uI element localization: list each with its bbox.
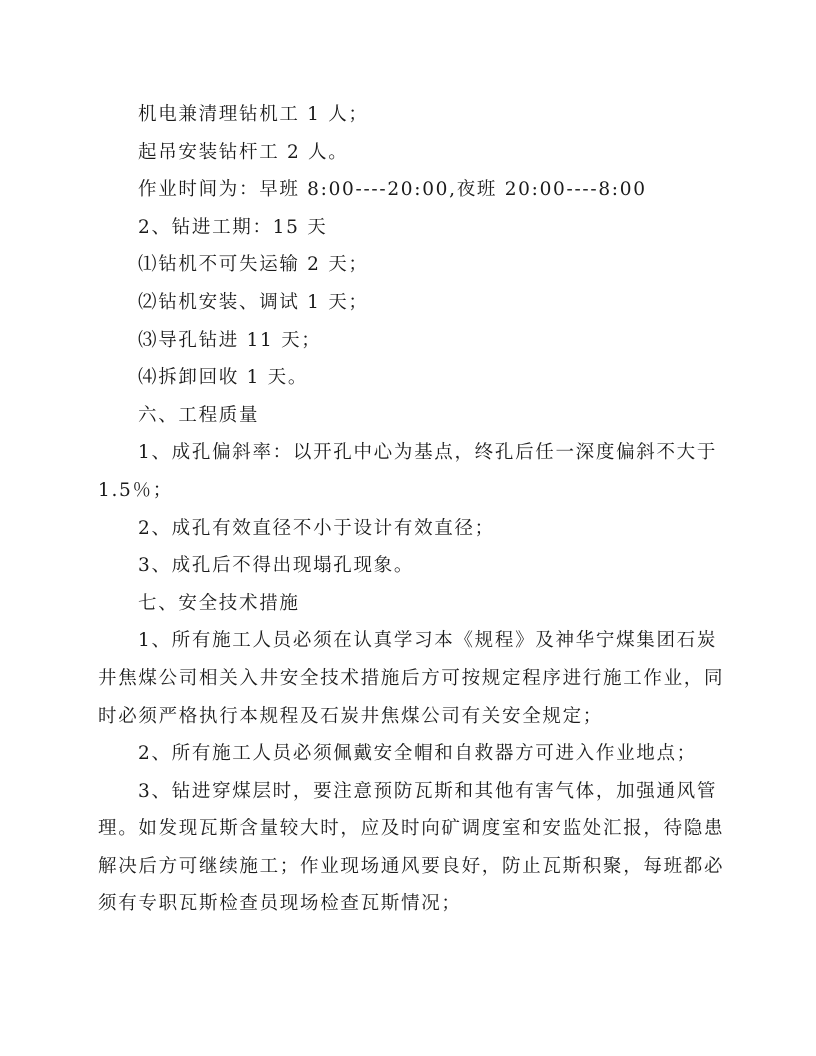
paragraph-line: 井焦煤公司相关入井安全技术措施后方可按规定程序进行施工作业，同 [98,667,725,689]
quality-item-3 [98,547,720,585]
schedule-item-pilot-drilling: ⑶导孔钻进 11 天； [138,329,322,351]
staffing-line-lifting: 起吊安装钻杆工 2 人。 [138,141,349,163]
schedule-item-install: ⑵钻机安装、调试 1 天； [138,291,369,313]
staffing-line-electrical: 机电兼清理钻机工 1 人； [138,104,369,125]
drilling-schedule-heading: 2、钻进工期：15 天 [138,216,328,238]
paragraph-line: 2、成孔有效直径不小于设计有效直径； [138,517,495,539]
paragraph-line: 1、成孔偏斜率：以开孔中心为基点，终孔后任一深度偏斜不大于 [138,442,718,464]
paragraph-line: 解决后方可继续施工；作业现场通风要良好，防止瓦斯积聚，每班都必 [98,855,725,877]
paragraph-line: 1.5％； [98,479,173,501]
schedule-item-transport: ⑴钻机不可失运输 2 天； [138,254,369,276]
paragraph-line: 3、钻进穿煤层时，要注意预防瓦斯和其他有害气体，加强通风管 [138,780,718,802]
paragraph-line: 1、所有施工人员必须在认真学习本《规程》及神华宁煤集团石炭 [138,630,718,652]
quality-item-2 [98,510,720,548]
section-heading-safety: 七、安全技术措施 [138,592,300,614]
paragraph-line: 时必须严格执行本规程及石炭井焦煤公司有关安全规定； [98,705,604,727]
paragraph-line: 2、所有施工人员必须佩戴安全帽和自救器方可进入作业地点； [138,743,697,765]
safety-item-1 [98,622,725,735]
safety-item-3 [98,773,725,923]
paragraph-line: 理。如发现瓦斯含量较大时，应及时向矿调度室和安监处汇报，待隐患 [98,818,725,840]
paragraph-line: 3、成孔后不得出现塌孔现象。 [138,555,415,577]
section-heading-quality: 六、工程质量 [138,404,260,426]
paragraph-line: 须有专职瓦斯检查员现场检查瓦斯情况； [98,893,462,915]
safety-item-2 [98,735,720,773]
work-hours-line: 作业时间为：早班 8:00----20:00,夜班 20:00----8:00 [138,179,647,201]
schedule-item-dismantle: ⑷拆卸回收 1 天。 [138,367,309,389]
document-page [98,96,725,923]
quality-item-1 [98,434,720,509]
